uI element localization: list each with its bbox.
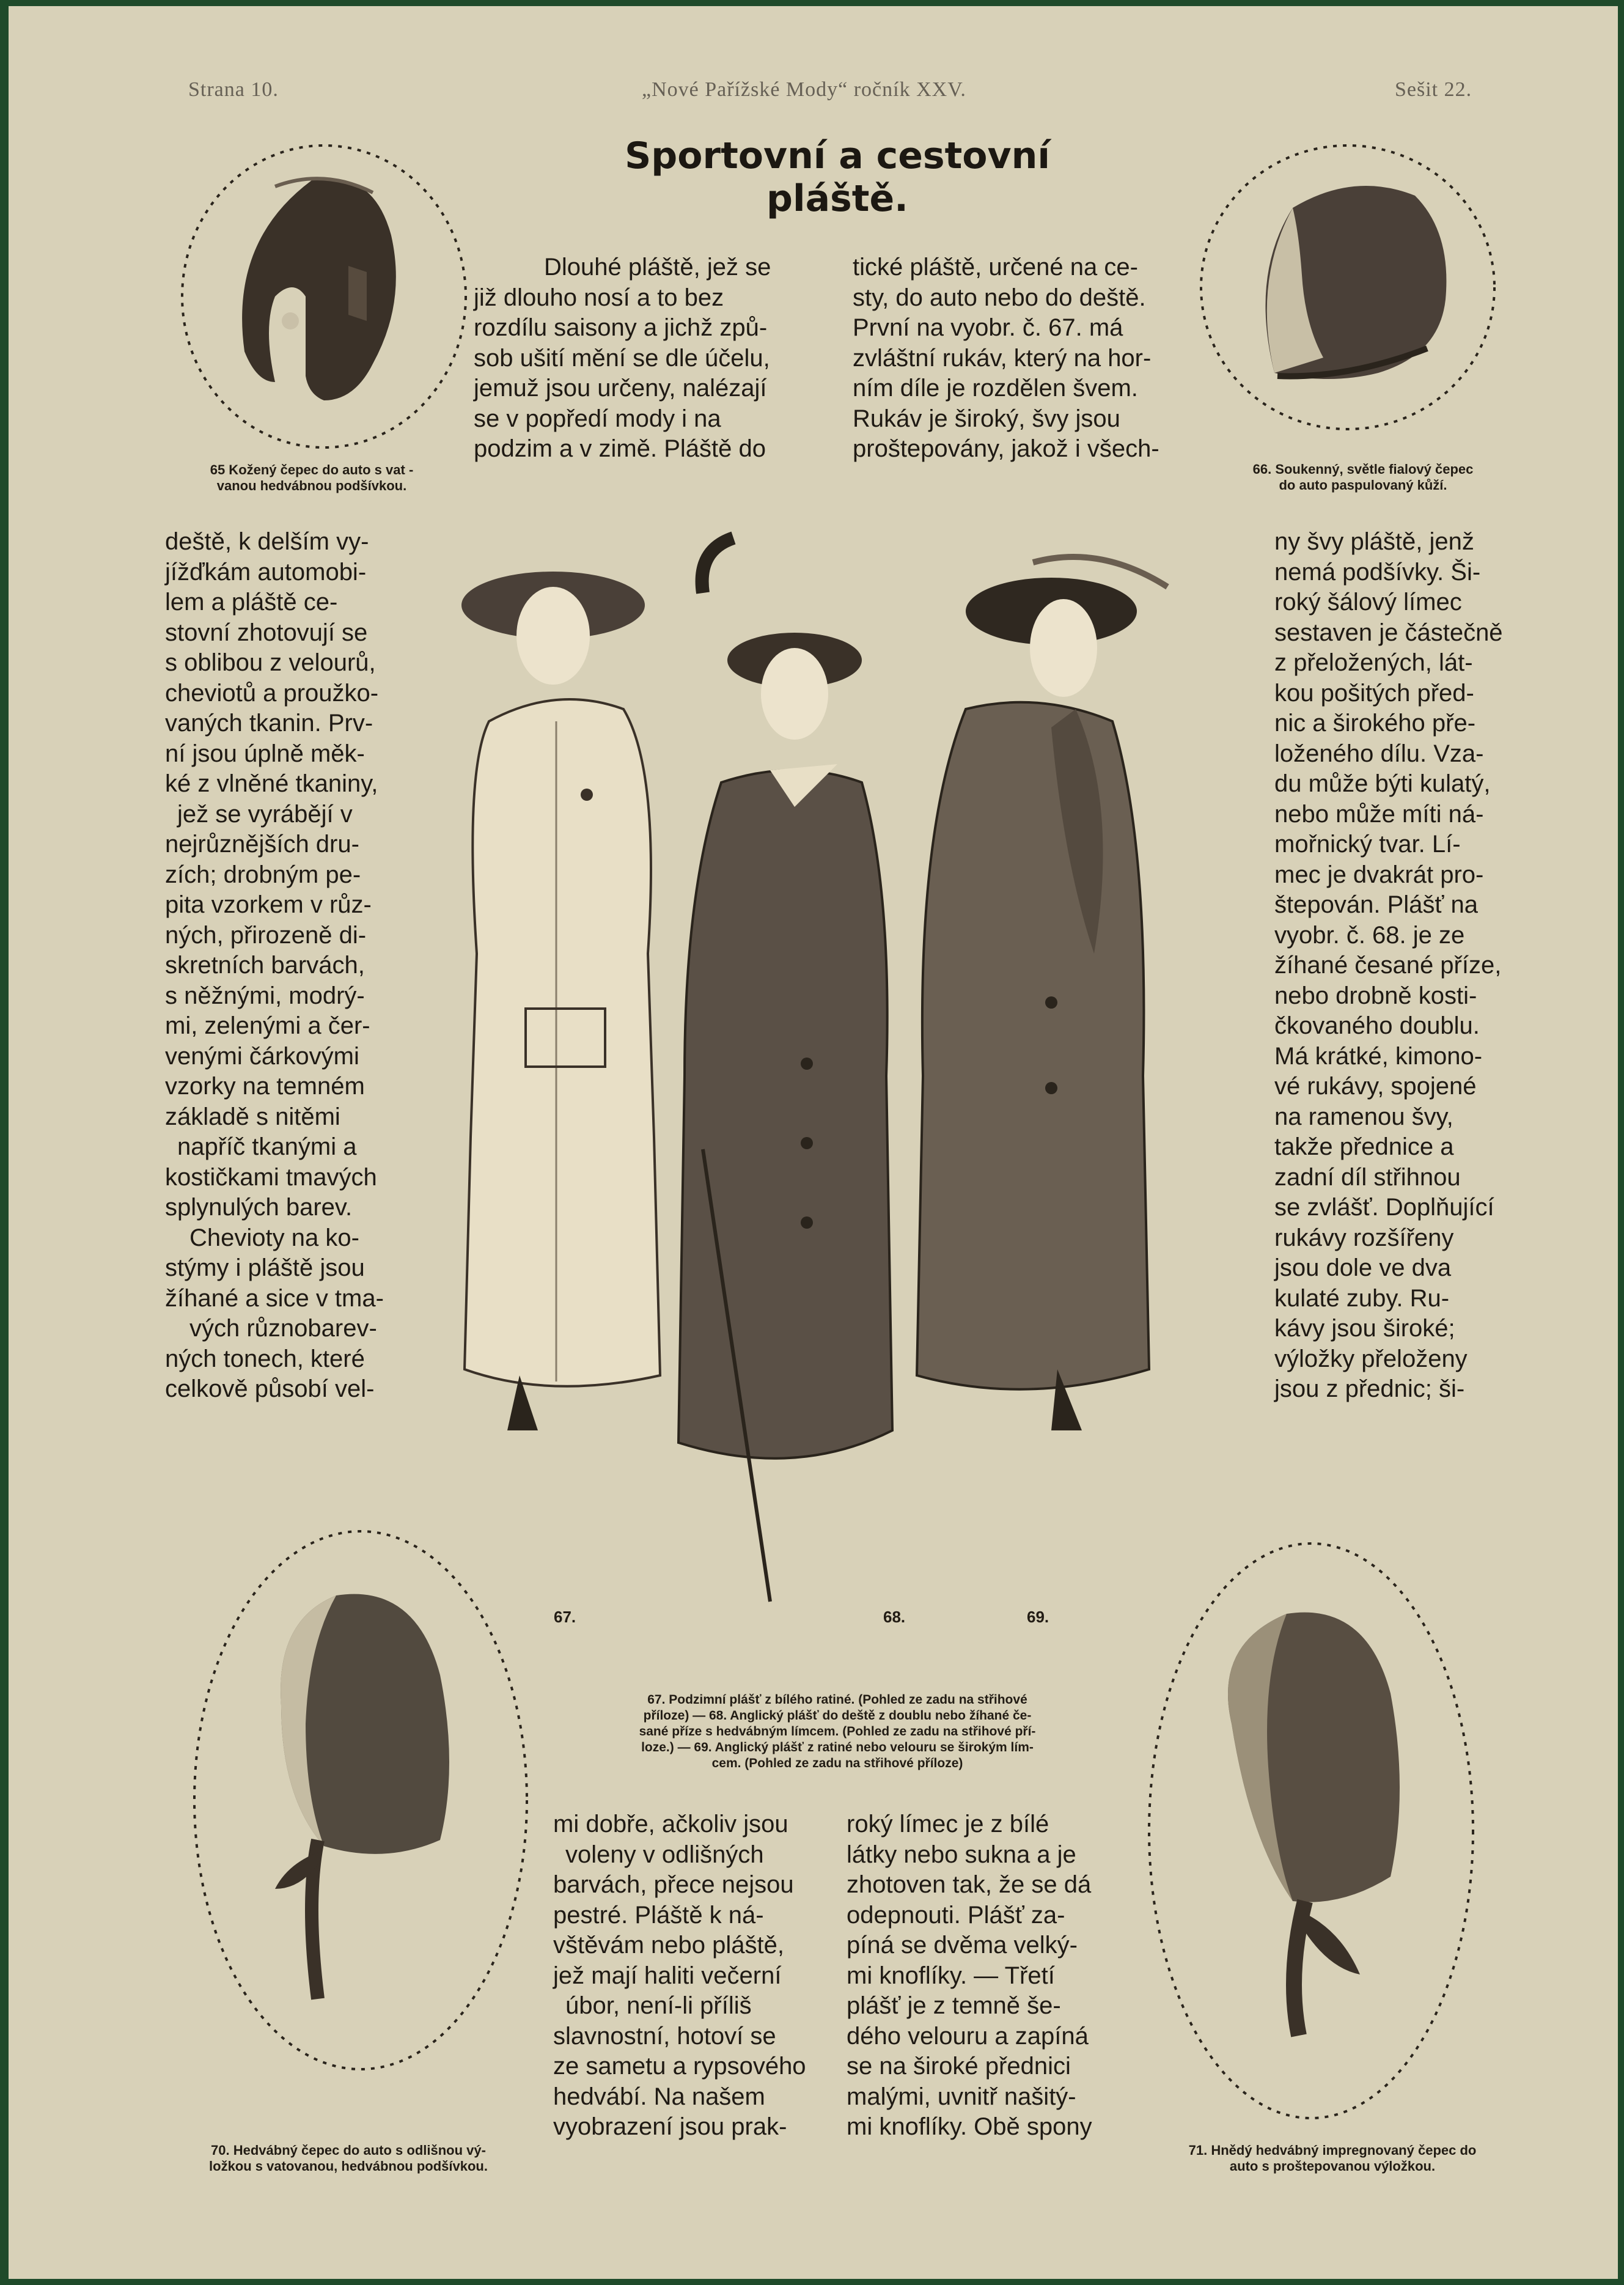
fig71-caption: 71. Hnědý hedvábný impregnovaný čepec do auto s proštepovanou výložkou. xyxy=(1188,2143,1477,2174)
fig66-cloth-cap-illustration xyxy=(1195,141,1501,434)
fig71-brown-silk-cap-illustration xyxy=(1140,1534,1482,2127)
fig69-wide-collar-coat-figure xyxy=(917,557,1167,1430)
fig70-silk-cap-illustration xyxy=(183,1522,538,2078)
fig66-caption: 66. Soukenný, světle fialový čepec do auto paspulovaný kůží. xyxy=(1252,462,1474,493)
text-column-bottom-1: mi dobře, ačkoliv jsou voleny v odlišných barvách, přece nejsou pestré. Pláště k ná- vštěvám nebo pláště, jež mají haliti večerní úbor, není-li příliš slavnostní, hotoví se ze sametu a rypsového hedvábí. Na našem vyobrazení jsou prak- xyxy=(553,1811,806,2140)
fig67-number: 67. xyxy=(554,1608,576,1626)
text-column-left: deště, k delším vy- jížďkám automobi- lem a pláště ce- stovní zhotovují se s oblibou z velourů, cheviotů a proužko- vaných tkanin. Prv- ní jsou úplně měk- ké z vlněné tkaniny, jež se vyrábějí v nejrůznějších dru- zích; drobným pe- pita vzorkem v růz- ných, přirozeně di- skretních barvách, s něžnými, modrý- mi, zelenými a čer- venými čárkovými vzorky na temném základě s nitěmi napříč tkanými a kostičkami tmavých splynulých barev. Chevioty na ko- stýmy i pláště jsou žíhané a sice v tma- vých různobarev- ných tonech, které celkově působí vel- xyxy=(165,528,384,1402)
text-column-top-1: Dlouhé pláště, jež se již dlouho nosí a to bez rozdílu saisony a jichž způ- sob ušití mění se dle účelu, jemuž jsou určeny, nalézají se v popředí mody i na podzim a v zimě. Pláště do xyxy=(474,254,771,462)
fig65-caption: 65 Kožený čepec do auto s vat - vanou hedvábnou podšívkou. xyxy=(210,462,414,493)
fig65-leather-cap-illustration xyxy=(171,144,477,449)
fig67-white-coat-figure xyxy=(461,572,660,1430)
text-column-top-2: tické pláště, určené na ce- sty, do auto nebo do deště. První na vyobr. č. 67. má zvláštní rukáv, který na hor- ním díle je rozdělen švem. Rukáv je široký, švy jsou proštepovány, jakož i všech- xyxy=(853,254,1159,462)
fashion-plate-illustration xyxy=(416,526,1271,1626)
running-header-page: Strana 10. xyxy=(188,78,279,101)
fig69-number: 69. xyxy=(1027,1608,1049,1626)
text-column-bottom-2: roký límec je z bílé látky nebo sukna a je zhotoven tak, že se dá odepnouti. Plášť za- píná se dvěma velký- mi knoflíky. — Třetí plášť je z temně še- dého velouru a zapíná se na široké přednici malými, uvnitř našitý- mi knoflíky. Obě spony xyxy=(847,1811,1092,2140)
fig70-caption: 70. Hedvábný čepec do auto s odlišnou vý- ložkou s vatovanou, hedvábnou podšívkou. xyxy=(209,2143,488,2174)
article-title: Sportovní a cestovní pláště. xyxy=(625,134,1050,220)
fig68-raincoat-figure xyxy=(678,538,892,1602)
running-header-journal: „Nové Pařížské Mody“ ročník XXV. xyxy=(642,78,966,101)
text-column-right: ny švy pláště, jenž nemá podšívky. Ši- roký šálový límec sestaven je částečně z přeložených, lát- kou pošitých před- nic a širokého pře- loženého dílu. Vza- du může býti kulatý, nebo může míti ná- mořnický tvar. Lí- mec je dvakrát pro- štepován. Plášť na vyobr. č. 68. je ze žíhané česané příze, nebo drobně kosti- čkovaného doublu. Má krátké, kimono- vé rukávy, spojené na ramenou švy, takže přednice a zadní díl střihnou se zvlášť. Doplňující rukávy rozšířeny jsou dole ve dva kulaté zuby. Ru- kávy jsou široké; výložky přeloženy jsou z přednic; ši- xyxy=(1274,528,1503,1402)
running-header-issue: Sešit 22. xyxy=(1395,78,1472,101)
fig68-number: 68. xyxy=(883,1608,906,1626)
fig67-69-caption: 67. Podzimní plášť z bílého ratiné. (Pohled ze zadu na střihové příloze) — 68. Anglický plášť do deště z doublu nebo žíhané če- sané příze s hedvábným límcem. (Pohled ze zadu na střihové pří- loze.) — 69. Anglický plášť z ratiné nebo velouru se širokým lím- cem. (Pohled ze zadu na střihové příloze) xyxy=(639,1693,1036,1770)
